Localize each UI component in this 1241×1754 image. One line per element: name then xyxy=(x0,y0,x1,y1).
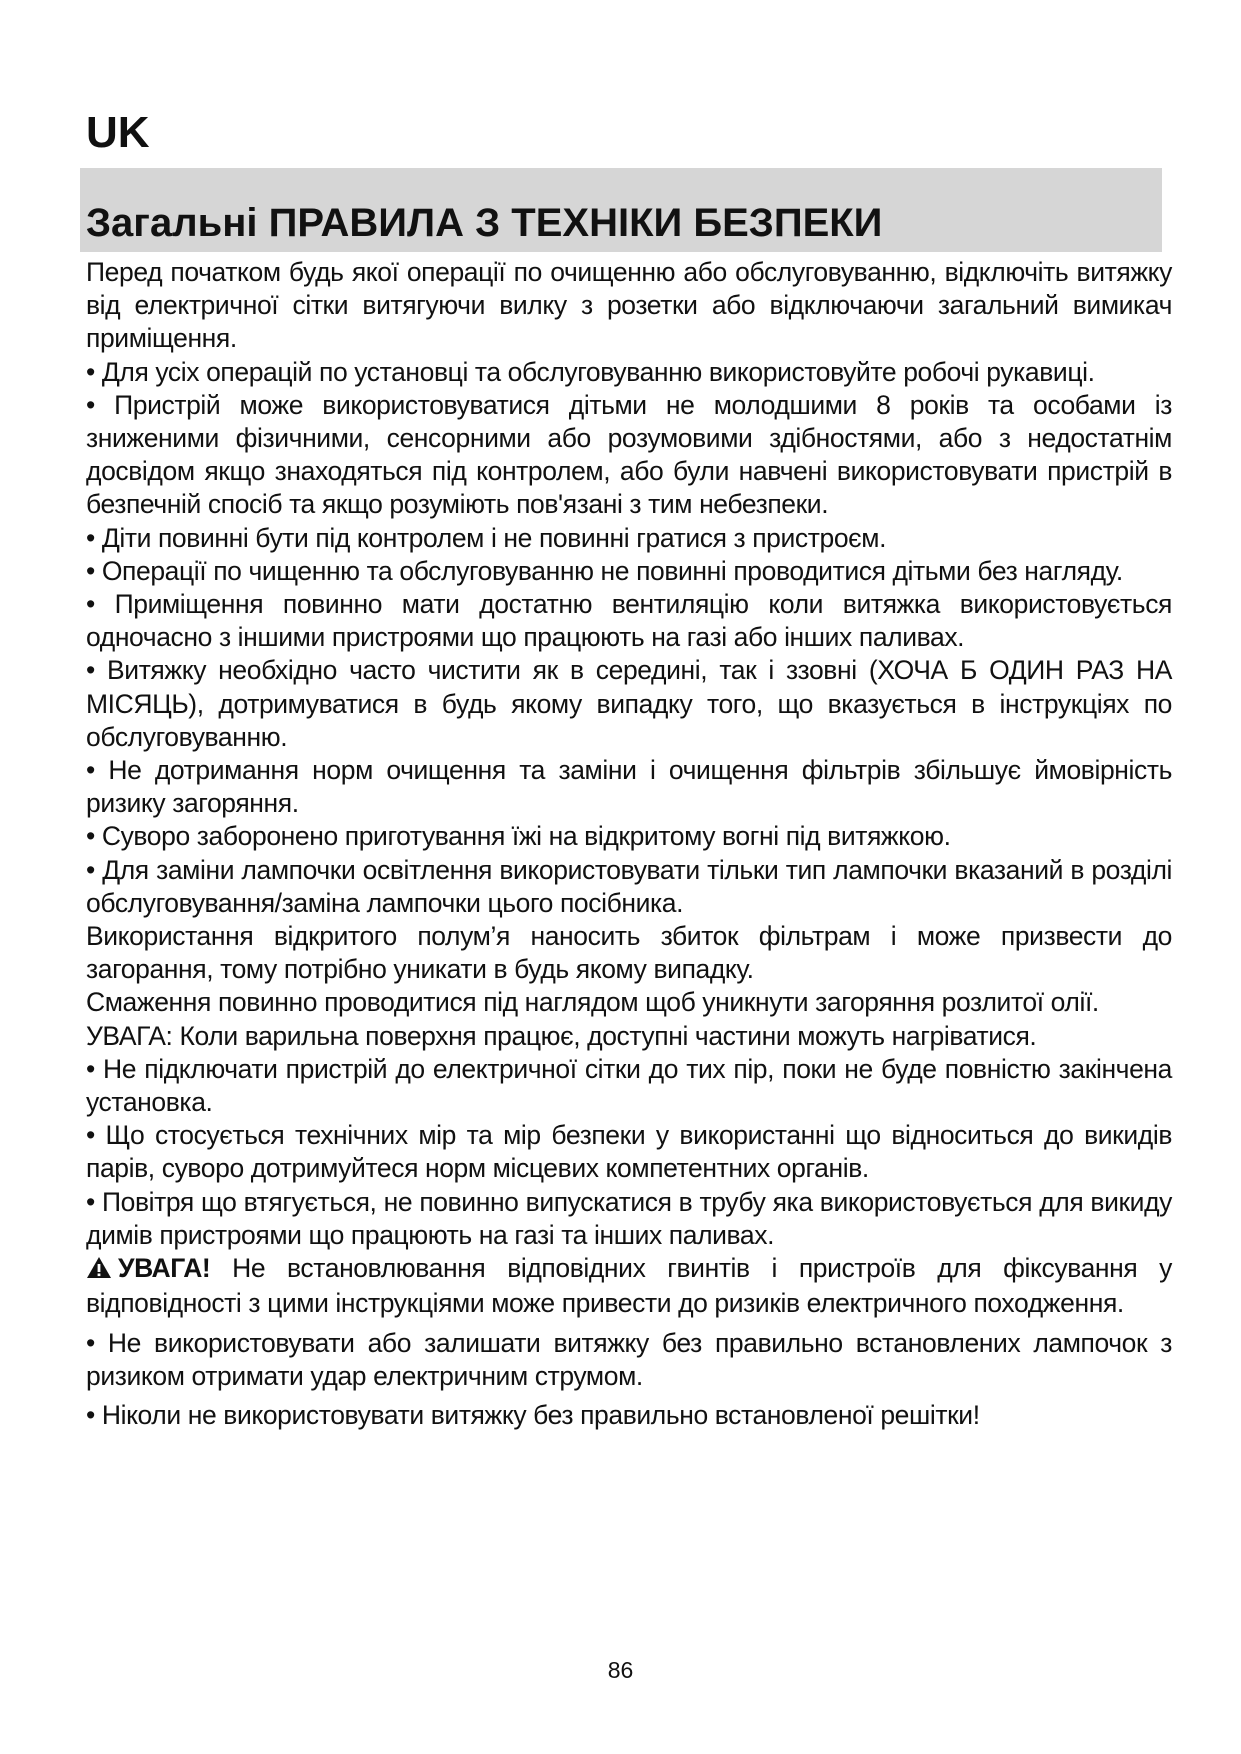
paragraph: • Витяжку необхідно часто чистити як в середині, так і ззовні (ХОЧА Б ОДИН РАЗ НА МІСЯЦЬ), дотримуватися в будь якому випадку того, що вказується в інструкціях по обслуговуванню. xyxy=(86,655,1172,752)
paragraph: • Для заміни лампочки освітлення використовувати тільки тип лампочки вказаний в розділі обслуговування/заміна лампочки цього посібника. xyxy=(86,854,1172,918)
warning-label: УВАГА! xyxy=(118,1253,211,1284)
paragraph: • Діти повинні бути під контролем і не повинні гратися з пристроєм. xyxy=(86,522,887,553)
paragraph: • Пристрій може використовуватися дітьми не молодшими 8 років та особами із зниженими фізичними, сенсорними або розумовими здібностями, або з недостатнім досвідом якщо знаходяться під контролем, або були навчені використовувати пристрій в безпечній спосіб та якщо розуміють пов'язані з тим небезпеки. xyxy=(86,389,1172,520)
warning-paragraph xyxy=(86,1252,1172,1320)
paragraph: • Ніколи не використовувати витяжку без правильно встановленої решітки! xyxy=(86,1399,980,1430)
paragraph: Смаження повинно проводитися під наглядом щоб уникнути загоряння розлитої олії. xyxy=(86,987,1099,1018)
paragraph: • Що стосується технічних мір та мір безпеки у використанні що відноситься до викидів парів, суворо дотримуйтеся норм місцевих компетентних органів. xyxy=(86,1120,1172,1184)
paragraph: • Суворо заборонено приготування їжі на відкритому вогні під витяжкою. xyxy=(86,821,951,852)
page-number: 86 xyxy=(607,1657,634,1683)
paragraph: Перед початком будь якої операції по очищенню або обслуговуванню, відключіть витяжку від електричної сітки витягуючи вилку з розетки або відключаючи загальний вимикач приміщення. xyxy=(86,257,1172,354)
paragraph: • Не дотримання норм очищення та заміни і очищення фільтрів збільшує ймовірність ризику загоряння. xyxy=(86,755,1172,819)
page-title: Загальні ПРАВИЛА З ТЕХНІКИ БЕЗПЕКИ xyxy=(86,201,883,245)
paragraph: • Операції по чищенню та обслуговуванню не повинні проводитися дітьми без нагляду. xyxy=(86,555,1123,586)
paragraph: Використання відкритого полум’я наносить збиток фільтрам і може призвести до загорання, тому потрібно уникати в будь якому випадку. xyxy=(86,921,1172,985)
paragraph: • Приміщення повинно мати достатню вентиляцію коли витяжка використовується одночасно з іншими пристроями що працюють на газі або інших паливах. xyxy=(86,589,1172,653)
warning-triangle-icon xyxy=(86,1254,112,1287)
safety-rules-body xyxy=(86,256,1172,1432)
language-code: UK xyxy=(86,108,150,157)
warning-text: Не встановлювання відповідних гвинтів і пристроїв для фіксування у відповідності з цими інструкціями може привести до ризиків електричного походження. xyxy=(86,1253,1172,1319)
paragraph: УВАГА: Коли варильна поверхня працює, доступні частини можуть нагріватися. xyxy=(86,1020,1037,1051)
paragraph: • Не використовувати або залишати витяжку без правильно встановлених лампочок з ризиком отримати удар електричним струмом. xyxy=(86,1327,1172,1391)
paragraph: • Не підключати пристрій до електричної сітки до тих пір, поки не буде повністю закінчена установка. xyxy=(86,1053,1172,1118)
paragraph: • Для усіх операцій по установці та обслуговуванню використовуйте робочі рукавиці. xyxy=(86,356,1095,387)
paragraph: • Повітря що втягується, не повинно випускатися в трубу яка використовується для викиду димів пристроями що працюють на газі та інших паливах. xyxy=(86,1186,1172,1250)
